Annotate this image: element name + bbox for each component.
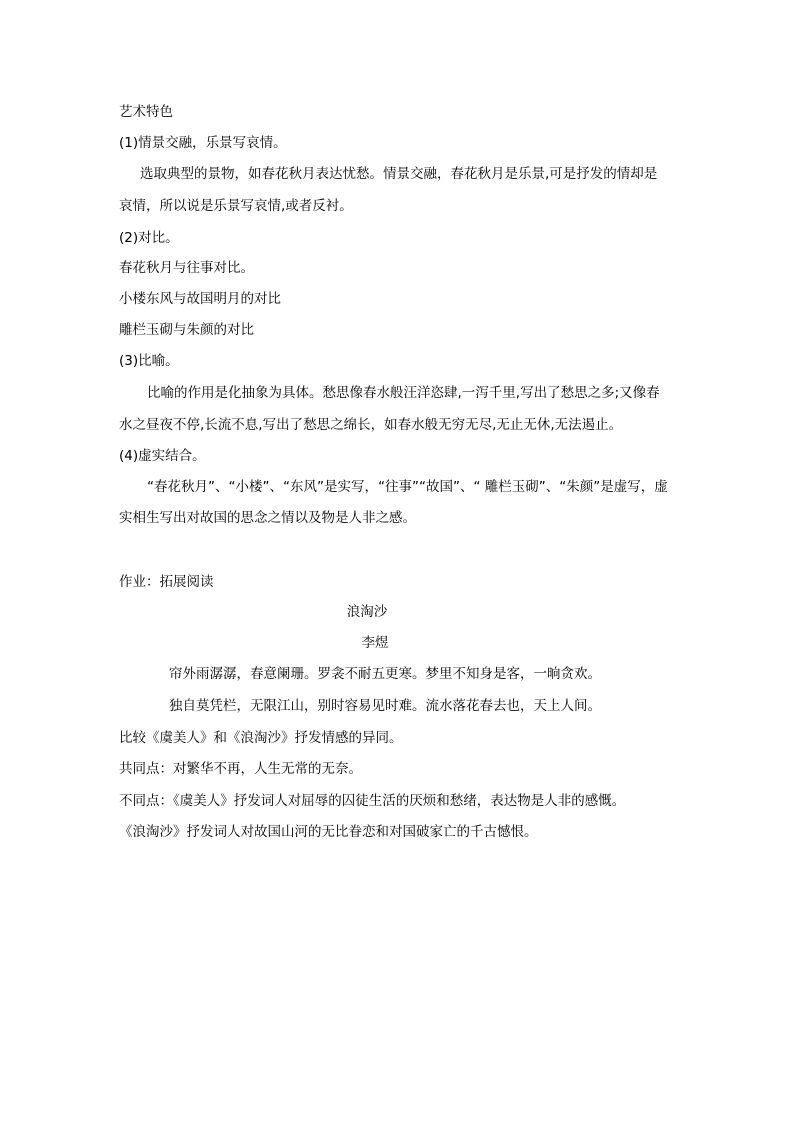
heading-3: (3)比喻。 xyxy=(119,353,179,369)
diff-point-line-1: 不同点：《虞美人》抒发词人对屈辱的囚徒生活的厌烦和愁绪，表达物是人非的感慨。 xyxy=(119,793,626,809)
paragraph-3-line-2: 水之昼夜不停,长流不息,写出了愁思之绵长，如春水般无穷无尽,无止无休,无法遏止。 xyxy=(119,417,623,433)
section-title: 艺术特色 xyxy=(119,104,173,120)
poem-author: 李煜 xyxy=(361,635,389,651)
poem-line: 帘外雨潺潺，春意阑珊。罗衾不耐五更寒。梦里不知身是客，一晌贪欢。 xyxy=(169,666,601,682)
compare-question: 比较《虞美人》和《浪淘沙》抒发情感的异同。 xyxy=(119,730,403,746)
heading-1: (1)情景交融，乐景写哀情。 xyxy=(119,135,287,151)
paragraph-3-line-1: 比喻的作用是化抽象为具体。愁思像春水般汪洋恣肆,一泻千里,写出了愁思之多;又像春 xyxy=(147,385,660,401)
paragraph-4-line-1: “春花秋月”、“小楼”、“东风”是实写，“往事”“故国”、“ 雕栏玉砌”、“朱颜”是虚写，虚 xyxy=(147,479,668,495)
homework-heading: 作业：拓展阅读 xyxy=(119,574,214,590)
heading-4: (4)虚实结合。 xyxy=(119,448,206,464)
poem-title: 浪淘沙 xyxy=(346,604,388,620)
same-point: 共同点：对繁华不再，人生无常的无奈。 xyxy=(119,761,362,777)
poem-line: 独自莫凭栏，无限江山，别时容易见时难。流水落花春去也，天上人间。 xyxy=(169,698,601,714)
paragraph-1-line-2: 哀情，所以说是乐景写哀情,或者反衬。 xyxy=(119,198,353,214)
paragraph-4-line-2: 实相生写出对故国的思念之情以及物是人非之感。 xyxy=(119,510,416,526)
list-item: 雕栏玉砌与朱颜的对比 xyxy=(119,322,254,338)
heading-2: (2)对比。 xyxy=(119,230,179,246)
diff-point-line-2: 《浪淘沙》抒发词人对故国山河的无比眷恋和对国破家亡的千古憾恨。 xyxy=(119,824,538,840)
list-item: 春花秋月与往事对比。 xyxy=(119,260,254,276)
paragraph-1-line-1: 选取典型的景物，如春花秋月表达忧愁。情景交融，春花秋月是乐景,可是抒发的情却是 xyxy=(140,166,658,182)
list-item: 小楼东风与故国明月的对比 xyxy=(119,291,281,307)
